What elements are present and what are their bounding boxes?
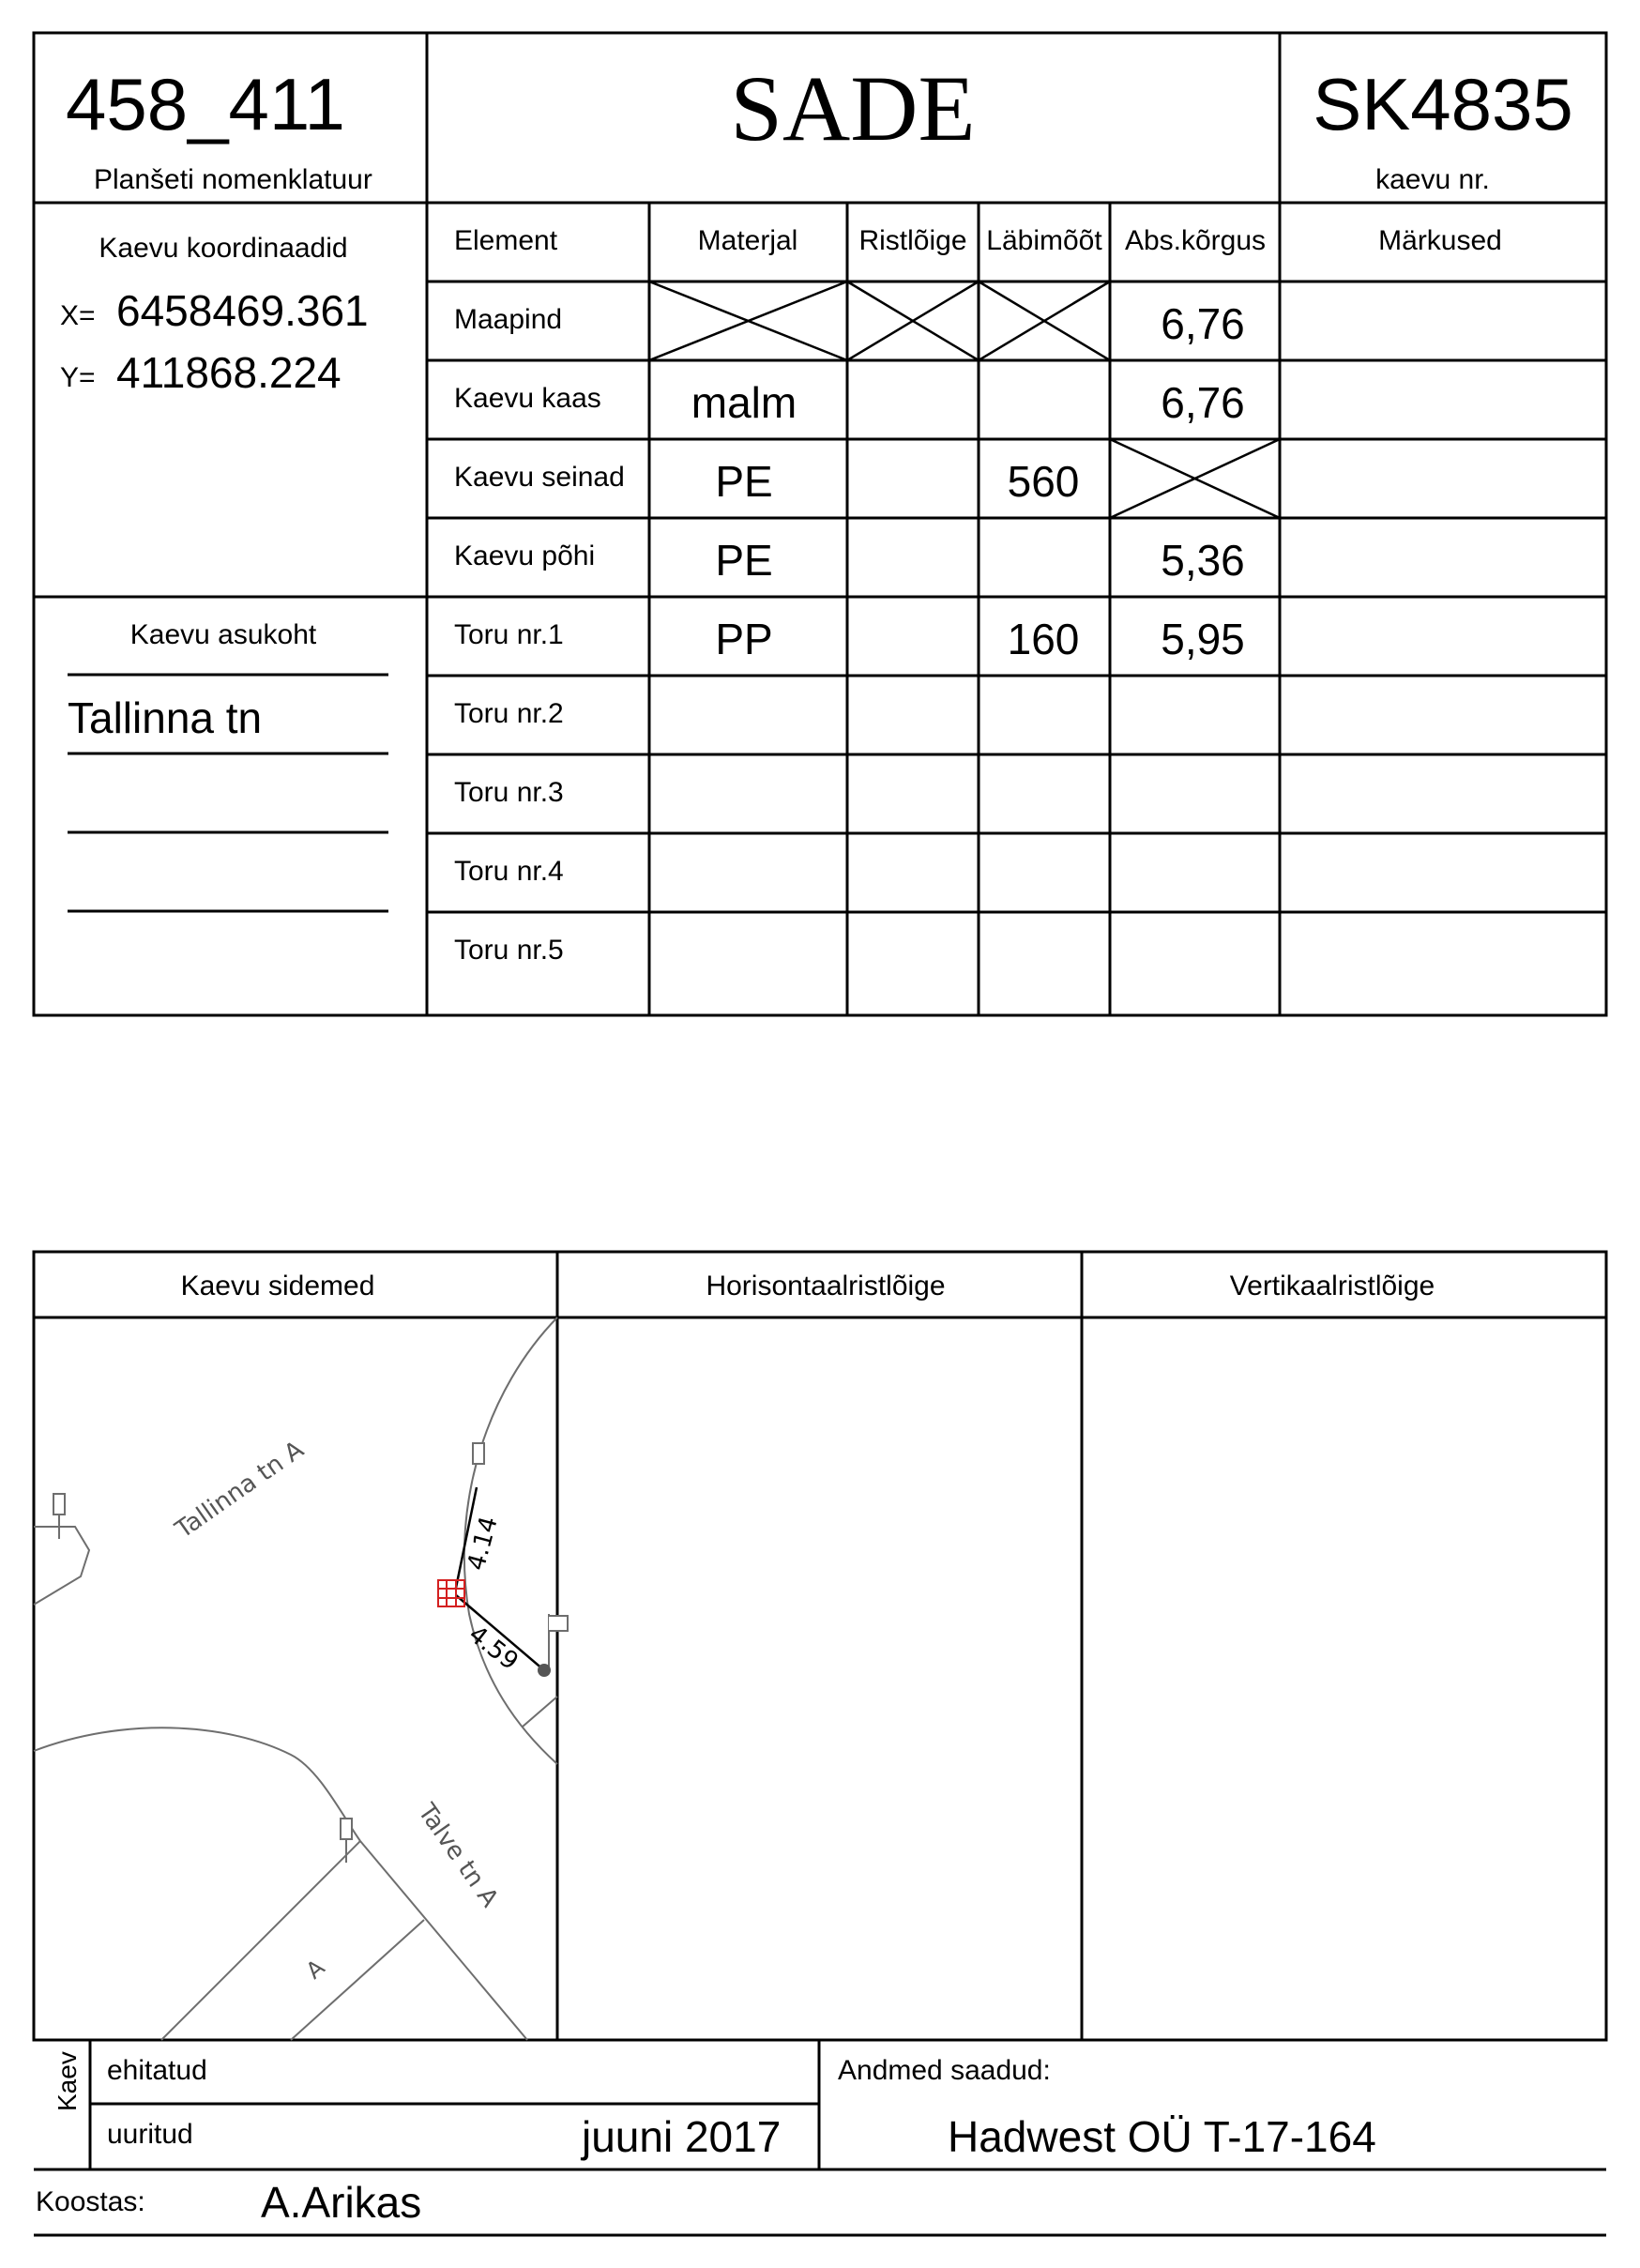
col-header-abs-height: Abs.kõrgus <box>1124 225 1267 256</box>
y-prefix: Y= <box>60 362 96 393</box>
row-element: Toru nr.3 <box>454 777 564 808</box>
col-header-cross-section: Ristlõige <box>858 225 967 256</box>
location-street: Tallinna tn <box>68 693 263 742</box>
surveyed-label: uuritud <box>107 2119 193 2150</box>
cell-abs-height: 6,76 <box>1161 378 1245 427</box>
row-element: Kaevu põhi <box>454 540 596 571</box>
road-edge-line <box>34 1728 360 1841</box>
row-element: Maapind <box>454 304 563 335</box>
y-coordinate: 411868.224 <box>116 348 342 397</box>
row-element: Toru nr.1 <box>454 619 564 650</box>
row-element: Toru nr.5 <box>454 935 564 966</box>
plansheet-number: 458_411 <box>66 63 345 145</box>
compiled-by: A.Arikas <box>261 2178 422 2227</box>
cell-abs-height: 5,36 <box>1161 536 1245 585</box>
lamp-icon <box>549 1616 568 1631</box>
panel-header-connections: Kaevu sidemed <box>180 1271 375 1301</box>
data-from-label: Andmed saadud: <box>838 2055 1051 2086</box>
cell-material: PP <box>715 615 773 663</box>
panel-header-horizontal: Horisontaalristlõige <box>706 1271 946 1301</box>
cell-abs-height: 6,76 <box>1161 299 1245 348</box>
cell-abs-height: 5,95 <box>1161 615 1245 663</box>
cell-diameter: 160 <box>1007 615 1080 663</box>
well-marker-icon <box>438 1580 464 1606</box>
data-from-value: Hadwest OÜ T-17-164 <box>948 2112 1376 2161</box>
well-number-label: kaevu nr. <box>1375 164 1490 195</box>
panel-header-vertical: Vertikaalristlõige <box>1229 1271 1435 1301</box>
distance-label-1: 4.14 <box>462 1514 504 1574</box>
street-label-talve: Talve tn A <box>412 1798 504 1913</box>
curb-line <box>34 1527 89 1605</box>
post-icon <box>53 1494 65 1515</box>
parcel-label: A <box>300 1954 330 1985</box>
coordinates-label: Kaevu koordinaadid <box>99 233 348 264</box>
hydrant-icon <box>538 1664 551 1677</box>
col-header-material: Materjal <box>697 225 798 256</box>
row-element: Kaevu kaas <box>454 383 601 414</box>
cell-diameter: 560 <box>1007 457 1080 506</box>
well-number: SK4835 <box>1313 63 1573 145</box>
row-element: Toru nr.4 <box>454 856 564 887</box>
x-prefix: X= <box>60 300 96 331</box>
side-label: Kaev <box>53 2051 82 2111</box>
post-icon <box>473 1443 484 1464</box>
distance-label-2: 4.59 <box>463 1620 524 1677</box>
post-icon <box>341 1819 352 1839</box>
cell-material: malm <box>691 378 797 427</box>
cell-material: PE <box>715 536 773 585</box>
x-coordinate: 6458469.361 <box>116 286 369 335</box>
street-label-tallinna: Tallinna tn A <box>170 1435 310 1545</box>
location-label: Kaevu asukoht <box>129 619 317 650</box>
compiled-label: Koostas: <box>36 2186 145 2217</box>
cell-material: PE <box>715 457 773 506</box>
page-title: SADE <box>730 56 976 160</box>
built-label: ehitatud <box>107 2055 207 2086</box>
col-header-notes: Märkused <box>1378 225 1502 256</box>
row-element: Kaevu seinad <box>454 462 625 493</box>
col-header-diameter: Läbimõõt <box>986 225 1102 256</box>
row-element: Toru nr.2 <box>454 698 564 729</box>
col-header-element: Element <box>454 225 558 256</box>
surveyed-date: juuni 2017 <box>582 2112 782 2161</box>
plansheet-label: Planšeti nomenklatuur <box>94 164 372 195</box>
